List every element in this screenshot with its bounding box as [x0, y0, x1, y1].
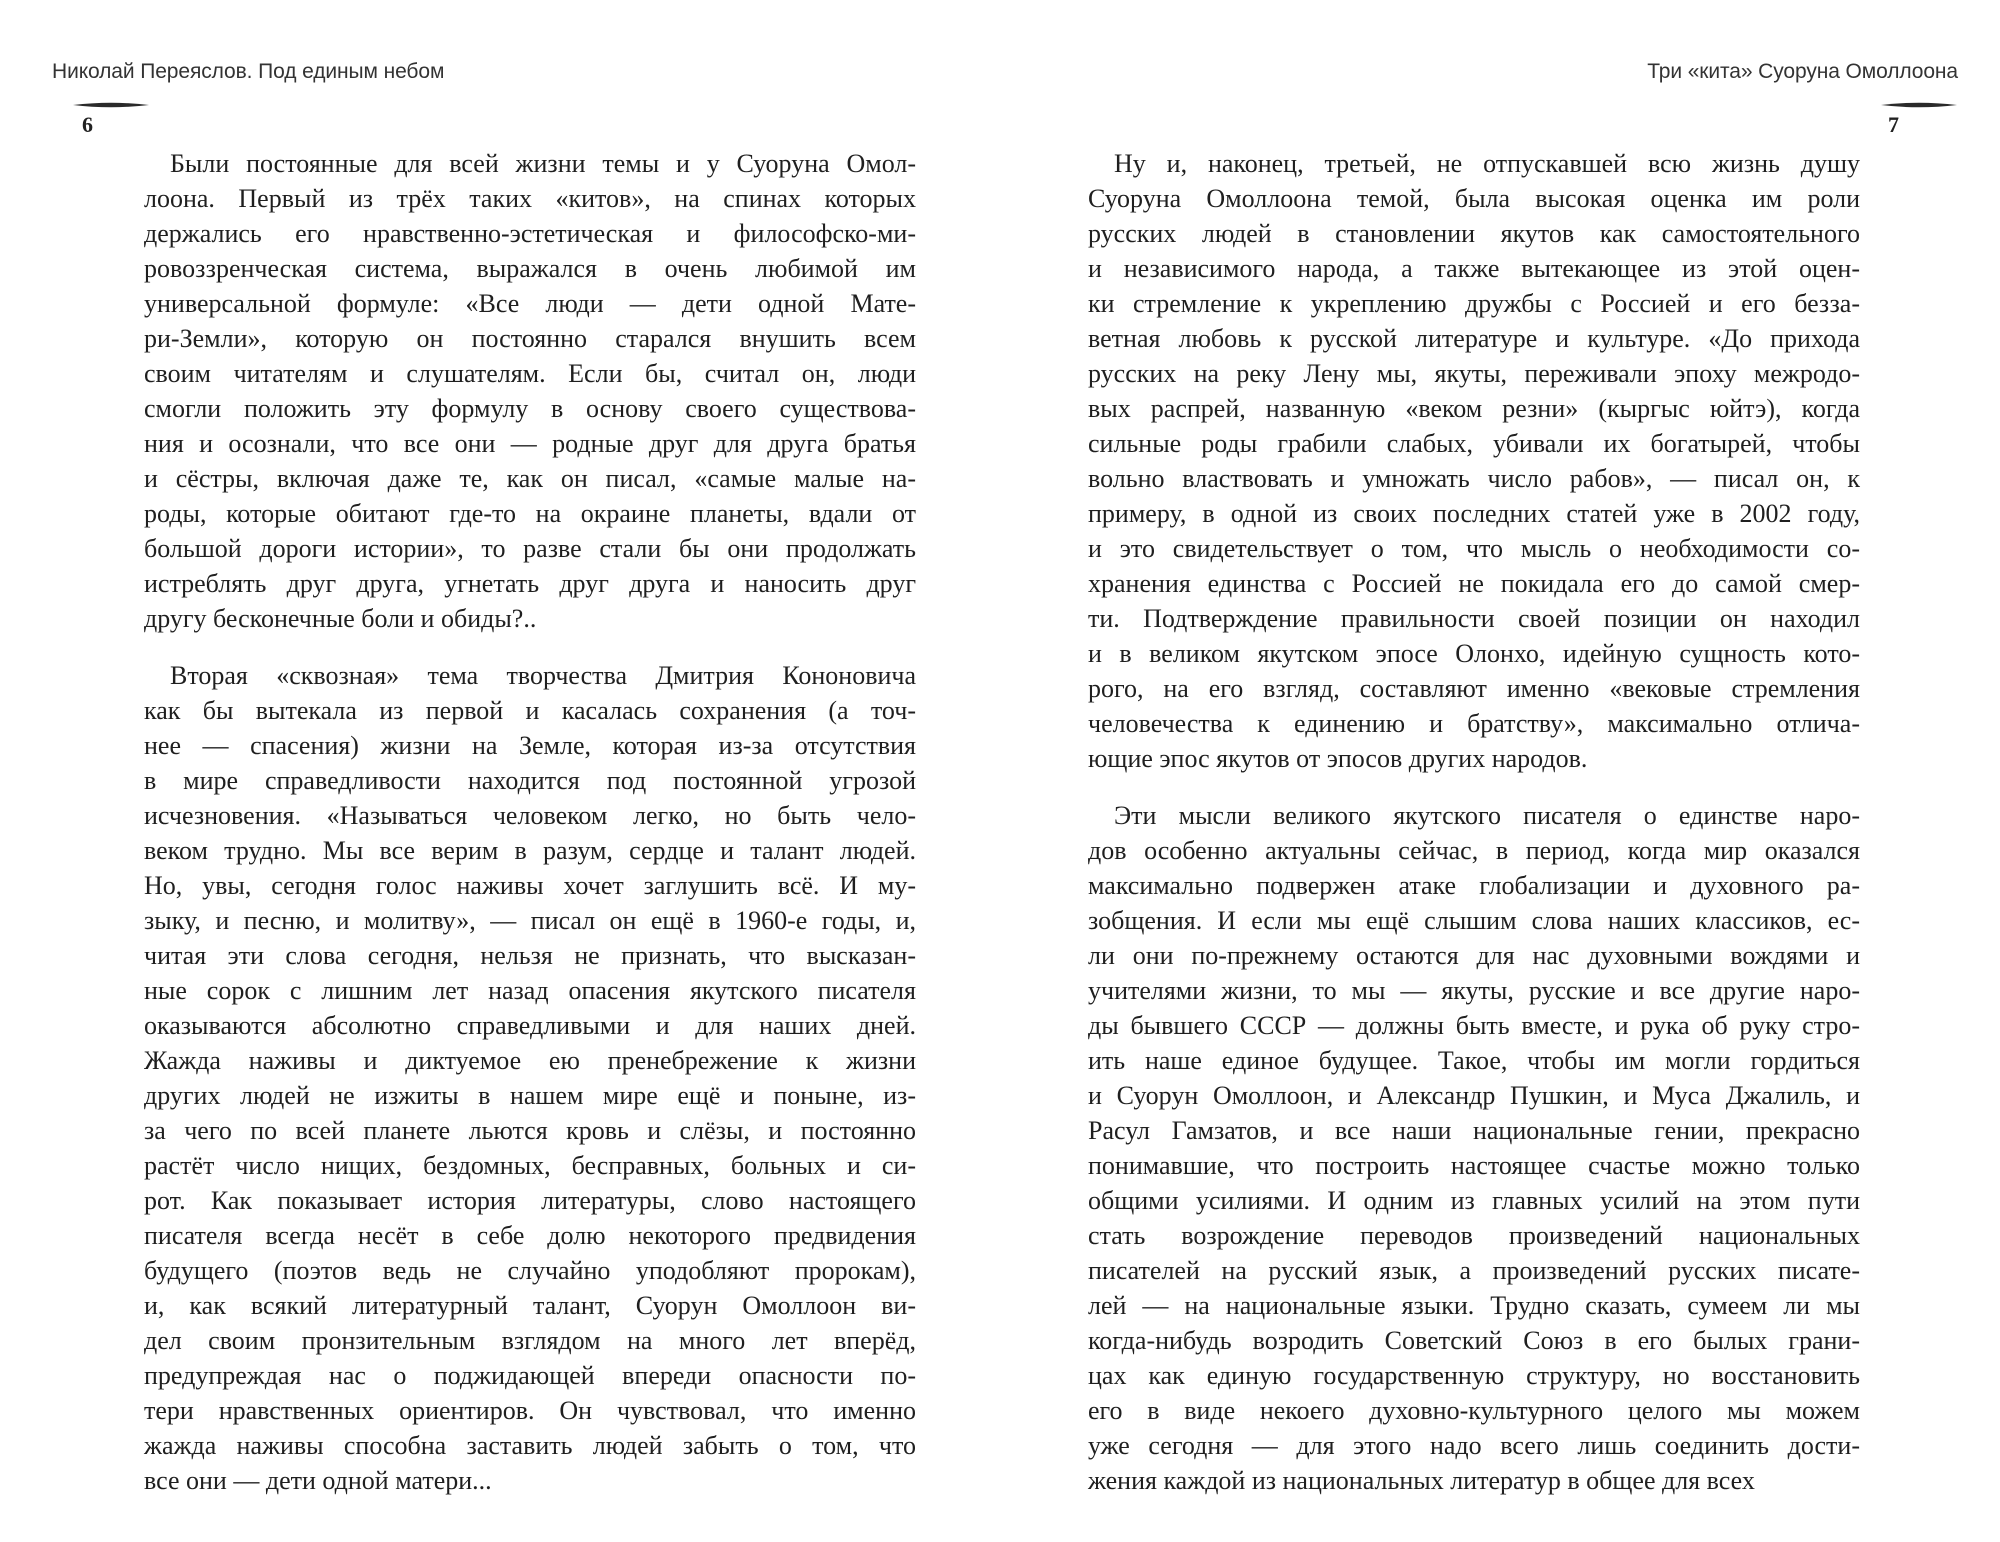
text-line: будущего (поэтов ведь не случайно уподобляют пророкам), [144, 1256, 916, 1285]
text-line: жажда наживы способна заставить людей забыть о том, что [144, 1431, 916, 1460]
text-line: хранения единства с Россией не покидала его до самой смер- [1088, 569, 1860, 598]
text-line: за чего по всей планете льются кровь и слёзы, и постоянно [144, 1116, 916, 1145]
text-line: уже сегодня — для этого надо всего лишь соединить дости- [1088, 1431, 1860, 1460]
text-line: Но, увы, сегодня голос наживы хочет заглушить всё. И му- [144, 871, 916, 900]
text-line: писателей на русский язык, а произведений русских писате- [1088, 1256, 1860, 1285]
text-line: максимально подвержен атаке глобализации и духовного ра- [1088, 871, 1860, 900]
text-line: роды, которые обитают где-то на окраине планеты, вдали от [144, 499, 916, 528]
ornament-divider-right-icon [1880, 100, 1958, 110]
text-line: примеру, в одной из своих последних статей уже в 2002 году, [1088, 499, 1860, 528]
text-line: других людей не изжиты в нашем мире ещё и поныне, из- [144, 1081, 916, 1110]
text-line: Ну и, наконец, третьей, не отпускавшей всю жизнь душу [1114, 149, 1860, 178]
text-line: сильные роды грабили слабых, убивали их богатырей, чтобы [1088, 429, 1860, 458]
text-line: ровоззренческая система, выражался в очень любимой им [144, 254, 916, 283]
text-line: ные сорок с лишним лет назад опасения якутского писателя [144, 976, 916, 1005]
text-line: русских на реку Лену мы, якуты, переживали эпоху межродо- [1088, 359, 1860, 388]
text-line: и независимого народа, а также вытекающее из этой оцен- [1088, 254, 1860, 283]
text-line: держались его нравственно-эстетическая и философско-ми- [144, 219, 916, 248]
text-line: оказываются абсолютно справедливыми и для наших дней. [144, 1011, 916, 1040]
text-line: русских людей в становлении якутов как самостоятельного [1088, 219, 1860, 248]
paragraph [144, 146, 916, 636]
running-header-left: Николай Переяслов. Под единым небом [52, 60, 445, 83]
text-line: Были постоянные для всей жизни темы и у Суоруна Омол- [170, 149, 916, 178]
text-line: предупреждая нас о поджидающей впереди опасности по- [144, 1361, 916, 1390]
text-line: Вторая «сквозная» тема творчества Дмитрия Кононовича [170, 661, 916, 690]
text-line: ить наше единое будущее. Такое, чтобы им могли гордиться [1088, 1046, 1860, 1075]
running-header-right: Три «кита» Суоруна Омоллоона [1647, 60, 1958, 83]
text-line: растёт число нищих, бездомных, бесправных, больных и си- [144, 1151, 916, 1180]
text-line: читая эти слова сегодня, нельзя не признать, что высказан- [144, 941, 916, 970]
text-line: ки стремление к укреплению дружбы с Россией и его безза- [1088, 289, 1860, 318]
text-line: Жажда наживы и диктуемое ею пренебрежение к жизни [144, 1046, 916, 1075]
text-line: и, как всякий литературный талант, Суорун Омоллоон ви- [144, 1291, 916, 1320]
page-number-left: 6 [82, 112, 93, 137]
text-line: другу бесконечные боли и обиды?.. [144, 604, 537, 633]
text-line: ветная любовь к русской литературе и культуре. «До прихода [1088, 324, 1860, 353]
text-line: истреблять друг друга, угнетать друг друга и наносить друг [144, 569, 916, 598]
text-line: все они — дети одной матери... [144, 1466, 492, 1495]
text-line: писателя всегда несёт в себе долю некоторого предвидения [144, 1221, 916, 1250]
text-line: дел своим пронзительным взглядом на много лет вперёд, [144, 1326, 916, 1355]
text-line: когда-нибудь возродить Советский Союз в его былых грани- [1088, 1326, 1860, 1355]
paragraph [144, 658, 916, 1498]
text-line: большой дороги истории», то разве стали бы они продолжать [144, 534, 916, 563]
left-page-text [144, 146, 916, 1498]
text-line: цах как единую государственную структуру, но восстановить [1088, 1361, 1860, 1390]
text-line: в мире справедливости находится под постоянной угрозой [144, 766, 916, 795]
text-line: Суоруна Омоллоона темой, была высокая оценка им роли [1088, 184, 1860, 213]
text-line: лей — на национальные языки. Трудно сказать, сумеем ли мы [1088, 1291, 1860, 1320]
text-line: как бы вытекала из первой и касалась сохранения (а точ- [144, 696, 916, 725]
text-line: учителями жизни, то мы — якуты, русские и все другие наро- [1088, 976, 1860, 1005]
text-line: дов особенно актуальны сейчас, в период, когда мир оказался [1088, 836, 1860, 865]
text-line: ли они по-прежнему остаются для нас духовными вождями и [1088, 941, 1860, 970]
text-line: лоона. Первый из трёх таких «китов», на спинах которых [144, 184, 916, 213]
text-line: и Суорун Омоллоон, и Александр Пушкин, и Муса Джалиль, и [1088, 1081, 1860, 1110]
text-line: нее — спасения) жизни на Земле, которая из-за отсутствия [144, 731, 916, 760]
text-line: и это свидетельствует о том, что мысль о необходимости со- [1088, 534, 1860, 563]
text-line: исчезновения. «Называться человеком легко, но быть чело- [144, 801, 916, 830]
page-number-right: 7 [1888, 112, 1899, 137]
text-line: его в виде некоего духовно-культурного целого мы можем [1088, 1396, 1860, 1425]
text-line: рот. Как показывает история литературы, слово настоящего [144, 1186, 916, 1215]
text-line: Расул Гамзатов, и все наши национальные гении, прекрасно [1088, 1116, 1860, 1145]
text-line: вых распрей, названную «веком резни» (кыргыс юйтэ), когда [1088, 394, 1860, 423]
text-line: ния и осознали, что все они — родные друг для друга братья [144, 429, 916, 458]
text-line: вольно властвовать и умножать число рабов», — писал он, к [1088, 464, 1860, 493]
paragraph [1088, 146, 1860, 776]
ornament-divider-left-icon [72, 100, 150, 110]
text-line: ды бывшего СССР — должны быть вместе, и рука об руку стро- [1088, 1011, 1860, 1040]
text-line: рого, на его взгляд, составляют именно «вековые стремления [1088, 674, 1860, 703]
text-line: ющие эпос якутов от эпосов других народов. [1088, 744, 1588, 773]
text-line: и сёстры, включая даже те, как он писал, «самые малые на- [144, 464, 916, 493]
text-line: зыку, и песню, и молитву», — писал он ещё в 1960-е годы, и, [144, 906, 916, 935]
text-line: жения каждой из национальных литератур в общее для всех [1088, 1466, 1755, 1495]
right-page-text [1088, 146, 1860, 1498]
text-line: смогли положить эту формулу в основу своего существова- [144, 394, 916, 423]
paragraph [1088, 798, 1860, 1498]
text-line: универсальной формуле: «Все люди — дети одной Мате- [144, 289, 916, 318]
text-line: общими усилиями. И одним из главных усилий на этом пути [1088, 1186, 1860, 1215]
text-line: тери нравственных ориентиров. Он чувствовал, что именно [144, 1396, 916, 1425]
text-line: стать возрождение переводов произведений национальных [1088, 1221, 1860, 1250]
text-line: Эти мысли великого якутского писателя о единстве наро- [1114, 801, 1860, 830]
text-line: своим читателям и слушателям. Если бы, считал он, люди [144, 359, 916, 388]
text-line: зобщения. И если мы ещё слышим слова наших классиков, ес- [1088, 906, 1860, 935]
text-line: ри-Земли», которую он постоянно старался внушить всем [144, 324, 916, 353]
text-line: веком трудно. Мы все верим в разум, сердце и талант людей. [144, 836, 916, 865]
text-line: ти. Подтверждение правильности своей позиции он находил [1088, 604, 1860, 633]
text-line: понимавшие, что построить настоящее счастье можно только [1088, 1151, 1860, 1180]
text-line: человечества к единению и братству», максимально отлича- [1088, 709, 1860, 738]
text-line: и в великом якутском эпосе Олонхо, идейную сущность кото- [1088, 639, 1860, 668]
